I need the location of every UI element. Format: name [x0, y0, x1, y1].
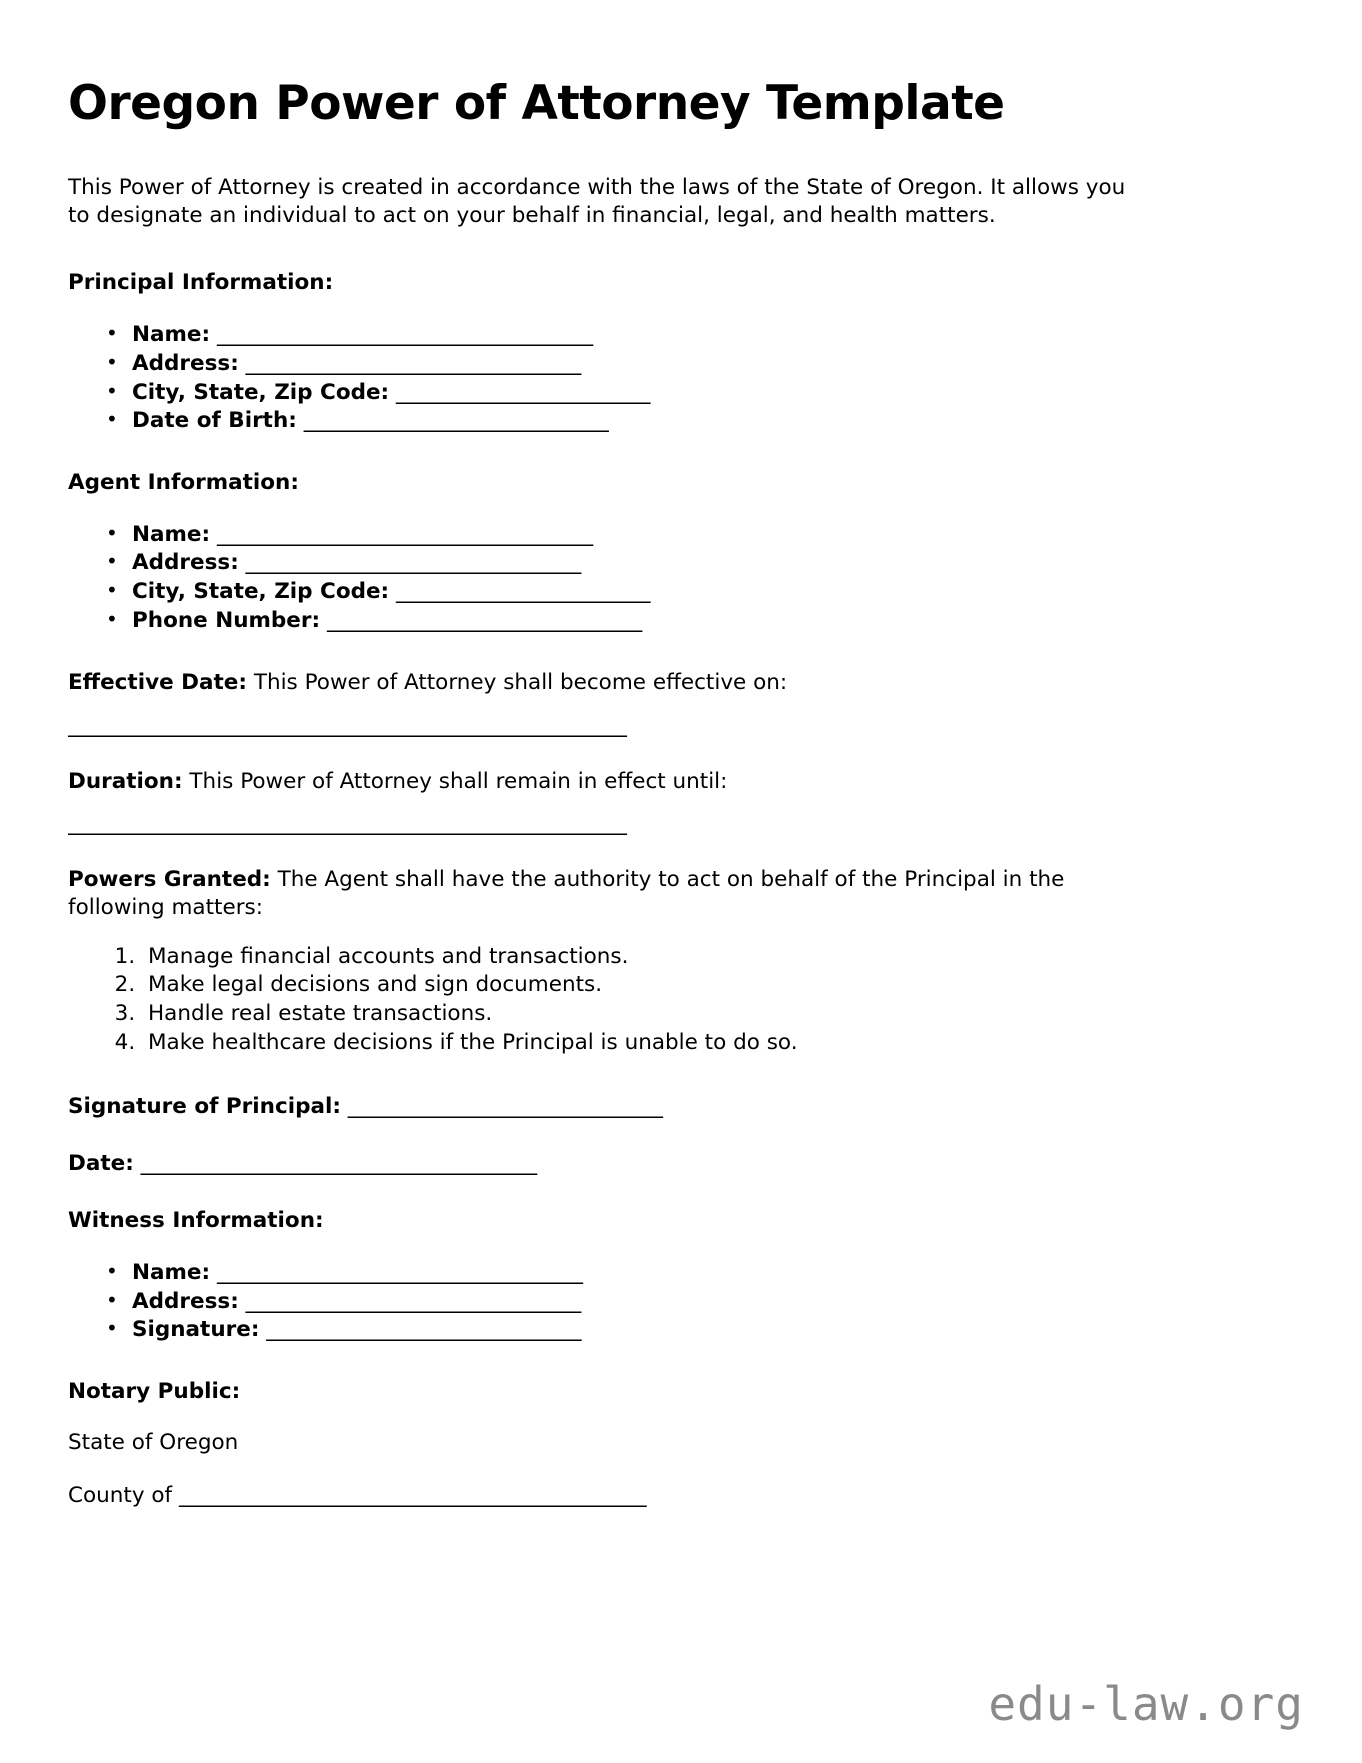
- effective-date-paragraph: [68, 669, 1148, 697]
- powers-granted-label: Powers Granted:: [68, 866, 271, 892]
- powers-granted-text: The Agent shall have the authority to act on behalf of the Principal in the following matters:: [68, 866, 1065, 921]
- witness-fill-rule-address[interactable]: _________________________________: [245, 1288, 581, 1314]
- witness-field-list: [68, 1259, 1294, 1345]
- signature-of-principal-row: [68, 1094, 1294, 1119]
- notary-public-heading: Notary Public:: [68, 1378, 241, 1404]
- powers-granted-list: [68, 943, 1294, 1059]
- notary-state-line: State of Oregon: [68, 1429, 239, 1455]
- principal-field-list: [68, 321, 1294, 435]
- duration-fill-rule[interactable]: _______________________________________________________: [68, 810, 627, 836]
- list-item: [106, 549, 1294, 578]
- agent-field-list: [68, 521, 1294, 635]
- field-label-city-state-zip: City, State, Zip Code:: [132, 379, 390, 405]
- agent-field-label-phone-number: Phone Number:: [132, 607, 321, 633]
- agent-information-heading: Agent Information:: [68, 469, 299, 495]
- list-item: [106, 1316, 1294, 1345]
- fill-rule-date-of-birth[interactable]: ______________________________: [303, 408, 609, 434]
- list-item: [106, 521, 1294, 550]
- notary-county-label: County of: [68, 1482, 173, 1508]
- list-item: 4. Make healthcare decisions if the Principal is unable to do so.: [142, 1029, 1294, 1058]
- page-title: Oregon Power of Attorney Template: [68, 76, 1005, 131]
- list-item: [106, 350, 1294, 379]
- duration-text: This Power of Attorney shall remain in effect until:: [182, 768, 728, 794]
- list-item: [106, 407, 1294, 436]
- signature-of-principal-fill-rule[interactable]: _______________________________: [347, 1094, 663, 1120]
- duration-paragraph: [68, 768, 1148, 796]
- signature-date-fill-rule[interactable]: _______________________________________: [140, 1151, 537, 1177]
- notary-county-fill-rule[interactable]: ______________________________________________: [178, 1482, 646, 1508]
- agent-fill-rule-address[interactable]: _________________________________: [245, 550, 581, 576]
- effective-date-text: This Power of Attorney shall become effective on:: [246, 670, 788, 696]
- list-item: 3. Handle real estate transactions.: [142, 1000, 1294, 1029]
- witness-field-label-name: Name:: [132, 1260, 211, 1286]
- witness-field-label-signature: Signature:: [132, 1317, 260, 1343]
- signature-date-row: [68, 1151, 1294, 1176]
- duration-label: Duration:: [68, 768, 183, 794]
- agent-fill-rule-phone-number[interactable]: _______________________________: [326, 607, 642, 633]
- field-label-date-of-birth: Date of Birth:: [132, 408, 297, 434]
- notary-county-row: [68, 1483, 1294, 1508]
- powers-granted-paragraph: [68, 866, 1148, 923]
- list-item: [106, 578, 1294, 607]
- agent-field-label-address: Address:: [132, 550, 239, 576]
- fill-rule-address[interactable]: _________________________________: [245, 351, 581, 377]
- intro-paragraph: This Power of Attorney is created in accordance with the laws of the State of Oregon. It allows you to designate an individual to act on your behalf in financial, legal, and health matters.: [68, 174, 1126, 229]
- witness-fill-rule-name[interactable]: ____________________________________: [216, 1260, 583, 1286]
- list-item: [106, 379, 1294, 408]
- list-item: 1. Manage financial accounts and transactions.: [142, 943, 1294, 972]
- agent-field-label-city-state-zip: City, State, Zip Code:: [132, 579, 390, 604]
- site-watermark: edu-law.org: [988, 1677, 1304, 1731]
- list-item: [106, 607, 1294, 636]
- fill-rule-name[interactable]: _____________________________________: [216, 322, 593, 348]
- agent-fill-rule-city-state-zip[interactable]: _________________________: [396, 579, 650, 604]
- witness-field-label-address: Address:: [132, 1288, 239, 1314]
- effective-date-fill-rule[interactable]: _______________________________________________________: [68, 712, 627, 738]
- effective-date-label: Effective Date:: [68, 670, 247, 696]
- witness-fill-rule-signature[interactable]: _______________________________: [266, 1317, 581, 1343]
- list-item: 2. Make legal decisions and sign documents.: [142, 971, 1294, 1000]
- fill-rule-city-state-zip[interactable]: _________________________: [396, 379, 650, 405]
- agent-fill-rule-name[interactable]: _____________________________________: [216, 521, 593, 547]
- list-item: [106, 1288, 1294, 1317]
- signature-of-principal-label: Signature of Principal:: [68, 1094, 341, 1120]
- list-item: [106, 321, 1294, 350]
- signature-date-label: Date:: [68, 1151, 134, 1177]
- field-label-address: Address:: [132, 351, 239, 377]
- agent-field-label-name: Name:: [132, 521, 211, 547]
- witness-information-heading: Witness Information:: [68, 1208, 324, 1234]
- list-item: [106, 1259, 1294, 1288]
- principal-information-heading: Principal Information:: [68, 270, 334, 296]
- field-label-name: Name:: [132, 322, 211, 348]
